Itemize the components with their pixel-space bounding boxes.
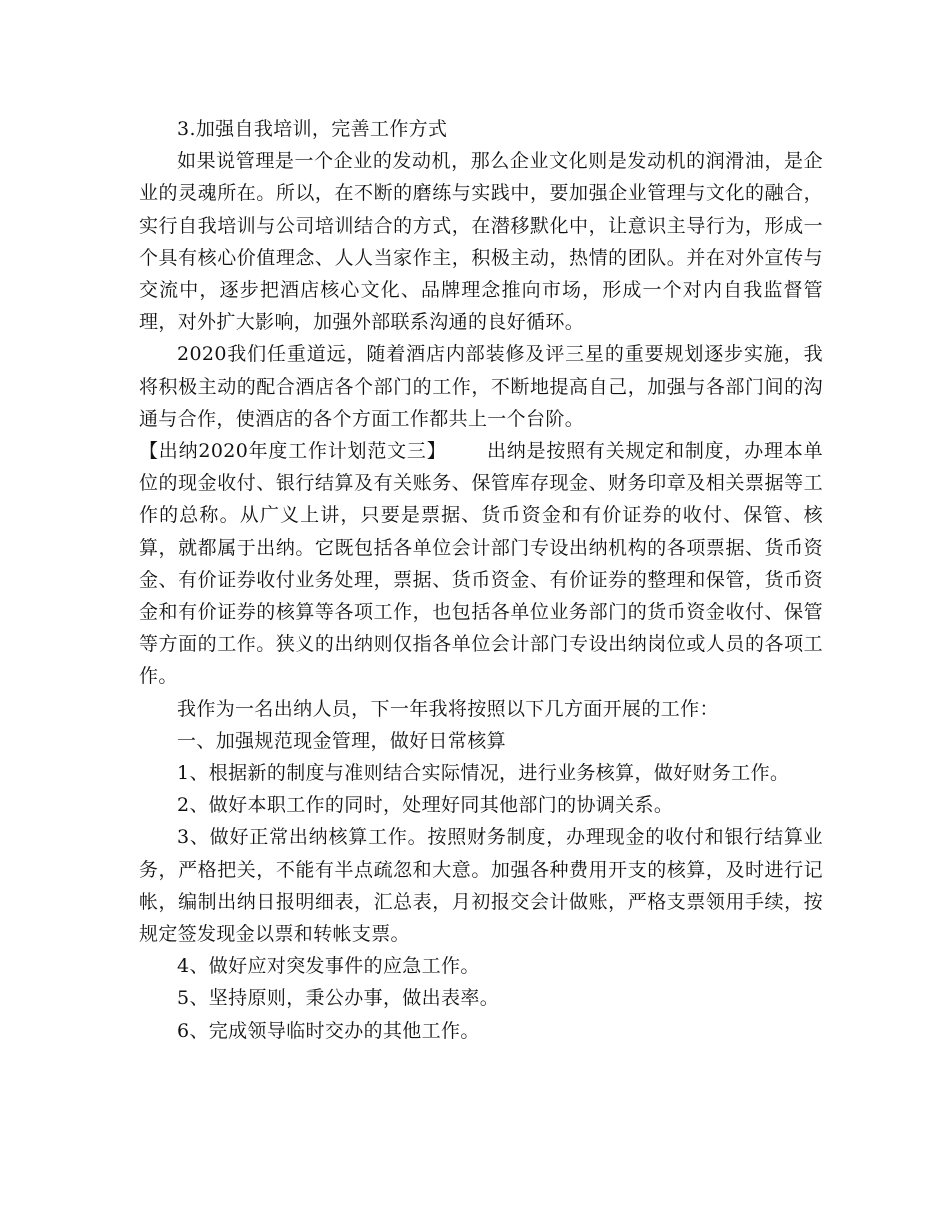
- body-paragraph: 2020我们任重道远，随着酒店内部装修及评三星的重要规划逐步实施，我将积极主动的配合酒店各个部门的工作，不断地提高自己，加强与各部门间的沟通与合作，使酒店的各个方面工作都共上一个台阶。: [139, 343, 823, 430]
- list-item: 6、完成领导临时交办的其他工作。: [177, 1019, 480, 1042]
- section-text: 出纳是按照有关规定和制度，办理本单位的现金收付、银行结算及有关账务、保管库存现金、财务印章及相关票据等工作的总称。从广义上讲，只要是票据、货币资金和有价证券的收付、保管、核算，就都属于出纳。它既包括各单位会计部门专设出纳机构的各项票据、货币资金、有价证券收付业务处理，票据、货币资金、有价证券的整理和保管，货币资金和有价证券的核算等各项工作，也包括各单位业务部门的货币资金收付、保管等方面的工作。狭义的出纳则仅指各单位会计部门专设出纳岗位或人员的各项工作。: [139, 440, 823, 688]
- list-item: 1、根据新的制度与准则结合实际情况，进行业务核算，做好财务工作。: [177, 762, 790, 785]
- body-paragraph: 我作为一名出纳人员，下一年我将按照以下几方面开展的工作：: [177, 697, 719, 720]
- list-item: 4、做好应对突发事件的应急工作。: [177, 955, 480, 978]
- document-page: [139, 113, 823, 1047]
- subheading-3: 3.加强自我培训，完善工作方式: [177, 118, 448, 140]
- section-paragraph: [139, 435, 823, 693]
- list-item: 5、坚持原则，秉公办事，做出表率。: [177, 987, 500, 1010]
- list-heading: 一、加强规范现金管理，做好日常核算: [177, 729, 506, 752]
- list-item: 3、做好正常出纳核算工作。按照财务制度，办理现金的收付和银行结算业务，严格把关，不能有半点疏忽和大意。加强各种费用开支的核算，及时进行记帐，编制出纳日报明细表，汇总表，月初报交会计做账，严格支票领用手续，按规定签发现金以票和转帐支票。: [139, 826, 823, 946]
- body-paragraph: 如果说管理是一个企业的发动机，那么企业文化则是发动机的润滑油，是企业的灵魂所在。所以，在不断的磨练与实践中，要加强企业管理与文化的融合，实行自我培训与公司培训结合的方式，在潜移默化中，让意识主导行为，形成一个具有核心价值理念、人人当家作主，积极主动，热情的团队。并在对外宣传与交流中，逐步把酒店核心文化、品牌理念推向市场，形成一个对内自我监督管理，对外扩大影响，加强外部联系沟通的良好循环。: [139, 150, 823, 334]
- section-heading: 【出纳2020年度工作计划范文三】: [139, 440, 447, 463]
- list-item: 2、做好本职工作的同时，处理好同其他部门的协调关系。: [177, 794, 674, 817]
